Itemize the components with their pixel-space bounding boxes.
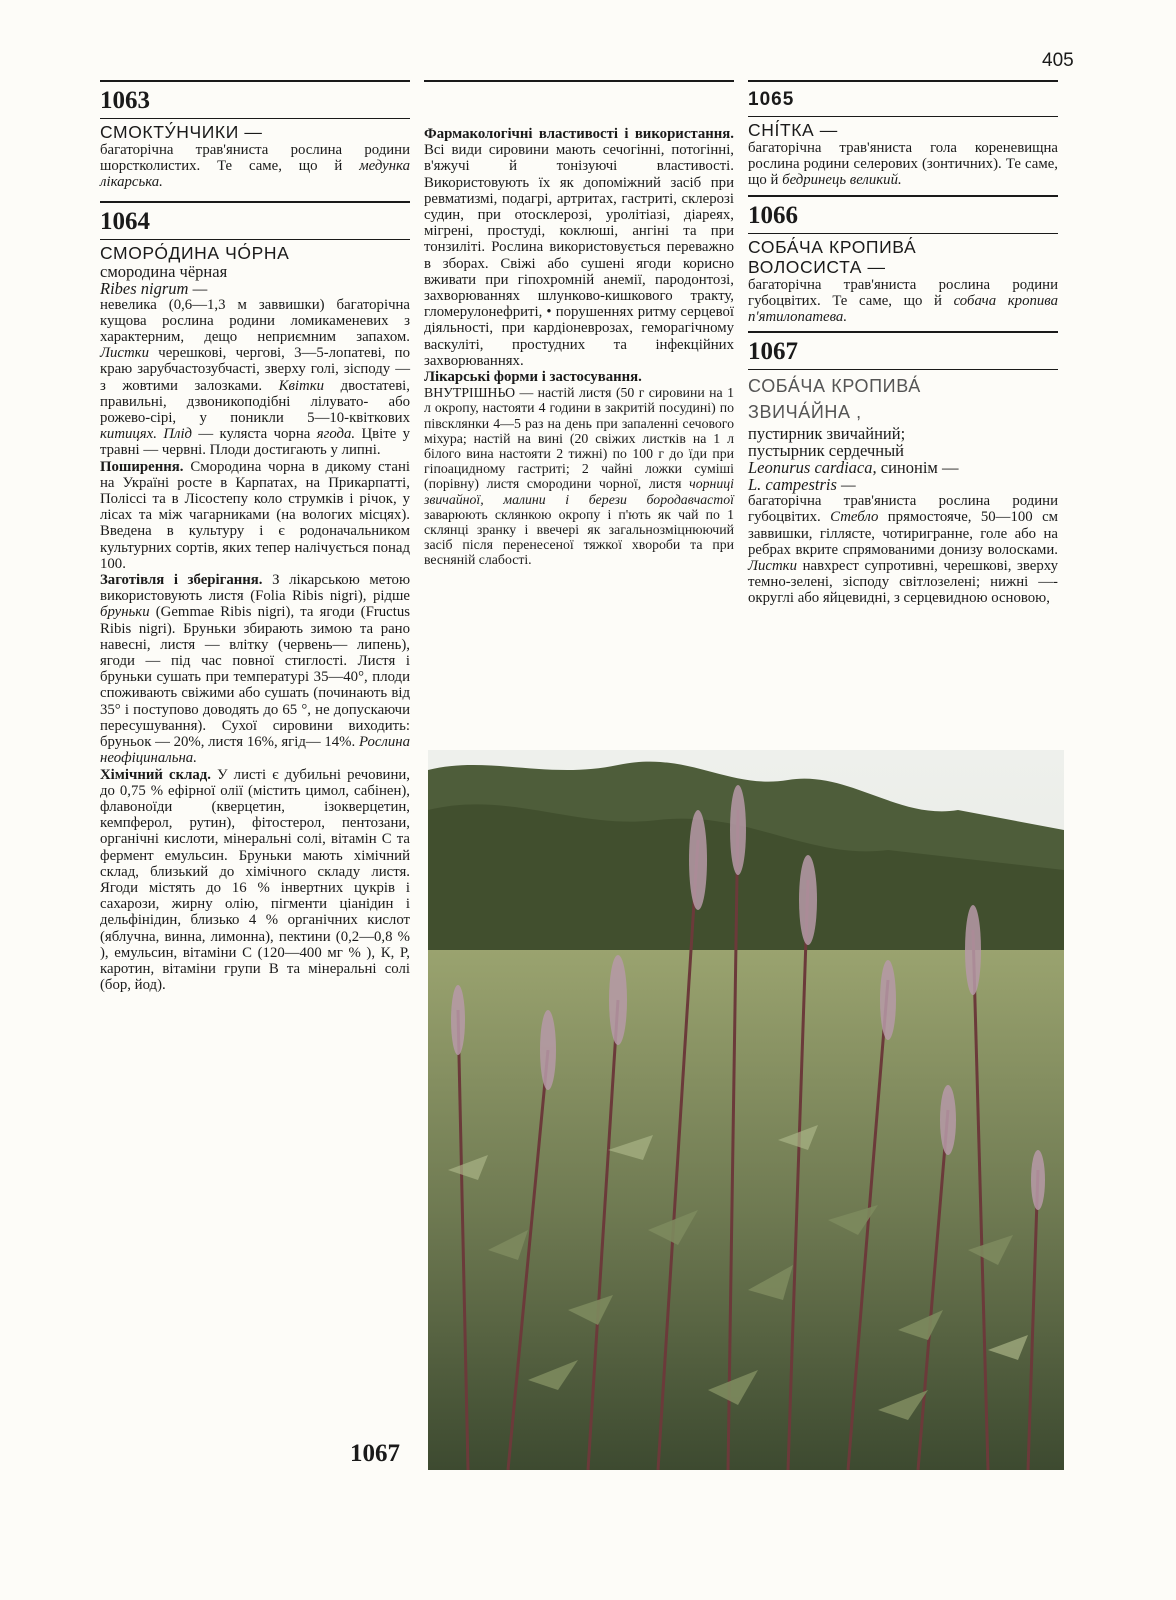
entry-chemistry-1064: Хімічний склад. У листі є дубильні речовини, до 0,75 % ефірної олії (містить цимол, сабінен), флавоноїди (кверцетин, ізокверцетин, кемпферол, рутин), фітостерол, пентозани, органічні кислоти, мінеральні солі, вітамін С та фермент емульсин. Бруньки мають хімічний склад, близький до хімічного складу листя. Ягоди містять до 16 % інвертних цукрів і сахарози, жирну олію, пігменти ціанідин і дельфінідин, близько 4 % органічних кислот (яблучна, винна, лимонна), пектини (0,2—0,8 % ), емульсин, вітаміни С (120—400 мг % ), К, Р, каротин, вітаміни групи В та мінеральні солі (бор, йод). bbox=[100, 766, 411, 994]
entry-forms-1064: Лікарські форми і застосування. bbox=[424, 369, 642, 386]
entry-latin-1067: Leonurus cardiaca, синонім — bbox=[748, 458, 959, 478]
middle-column bbox=[424, 80, 734, 568]
entry-pharmacology-1064: Фармакологічні властивості і використання. Всі види сировини мають сечогінні, потогінні, в'яжучі й тонізуючі властивості. Використовують їх як допоміжний засіб при ревматизмі, подагрі, артритах, гастриті, склерозі судин, при отосклерозі, уролітіазі, діареях, мігрені, простуді, коклюші, ангіні та при тонзиліті. Рослина використовується переважно в зборах. Свіжі або сушені ягоди корисно вживати при гіпохромній анемії, пародонтозі, захворюваннях шлунково-кишкового тракту, гломерулонефриті, • порушеннях ритму серцевої діяльності, при кардіоневрозах, геморагічному васкуліті, простудних та інфекційних захворюваннях. bbox=[424, 126, 734, 369]
entry-forms-text-1064: ВНУТРІШНЬО — настій листя (50 г сировини на 1 л окропу, настояти 4 години в закритій посудині) по півсклянки 4—5 раз на день при запаленні сечового міхура; настій на вині (20 свіжих листків на 1 л білого вина настояти 2 тижні) по 100 г до їди при гіпоацидному гастриті; 2 чайні ложки суміші (порівну) листя смородини чорної, листя чорниці звичайної, малини і берези бородавчастої заварюють склянкою окропу і п'ють як чай по 1 склянці зранку і ввечері як загальнозміцнюючий засіб після перенесеної тяжкої хвороби та при весняній слабості. bbox=[424, 385, 734, 568]
page-number: 405 bbox=[1042, 50, 1074, 71]
entry-spread-1064: Поширення. Смородина чорна в дикому стані на Україні росте в Карпатах, на Прикарпатті, Поліссі та в Лісостепу коло струмків і річок, у лісах та між чагарниками (на вологих місцях). Введена в культуру і є родоначальником культурних сортів, яких тепер налічується понад 100. bbox=[100, 458, 410, 572]
entry-russian-1064: смородина чёрная bbox=[100, 261, 228, 281]
entry-title-1065: СНІ́ТКА — bbox=[748, 120, 838, 140]
entry-title-1064: СМОРО́ДИНА ЧО́РНА bbox=[100, 242, 290, 263]
entry-text-1065: багаторічна трав'яниста гола кореневищна рослина родини селерових (зонтичних). Те саме, що й бедринець великий. bbox=[748, 140, 1058, 189]
entry-description-1064: невелика (0,6—1,3 м заввишки) багаторічна кущова рослина родини ломикаменевих з характерним, дещо неприємним запахом. Листки черешкові, чергові, 3—5-лопатеві, по краю зарубчастозубчасті, зверху голі, зісподу — з жовтими залозками. Квітки двостатеві, правильні, дзвоникоподібні лілувато- або рожево-сірі, у поникли 5—10-квіткових китицях. Плід — куляста чорна ягода. Цвіте у травні — червні. Плоди достигають у липні. bbox=[100, 296, 411, 459]
entry-title-1063: СМОКТУ́НЧИКИ — bbox=[100, 122, 263, 142]
entry-text-1063: багаторічна трав'яниста рослина родини шорстколистих. Те саме, що й медунка лікарська. bbox=[100, 142, 410, 191]
top-rule bbox=[100, 80, 410, 82]
entry-title-1066: СОБА́ЧА КРОПИВА́ bbox=[748, 236, 917, 257]
entry-number-1063: 1063 bbox=[100, 87, 150, 114]
left-column bbox=[100, 80, 410, 993]
entry-text-1066: багаторічна трав'яниста рослина родини губоцвітих. Те саме, що й собача кропива п'ятилопатева. bbox=[748, 276, 1058, 326]
entry-description-1067: багаторічна трав'яниста рослина родини губоцвітих. Стебло прямостояче, 50—100 см заввишки, гіллясте, чотиригранне, голе або на ребрах вкрите спрямованими донизу волосками. Листки навхрест супротивні, черешкові, зверху темно-зелені, зісподу світлозелені; нижні —- округлі або яйцевидні, з серцевидною основою, bbox=[748, 493, 1059, 607]
entry-number-1066: 1066 bbox=[748, 201, 798, 229]
figure-caption: 1067 bbox=[350, 1440, 400, 1467]
entry-title-1067: СОБА́ЧА КРОПИВА́ bbox=[748, 376, 921, 397]
entry-harvest-1064: Заготівля і зберігання. З лікарською метою використовують листя (Folia Ribis nigri), рідше бруньки (Gemmae Ribis nigri), та ягоди (Fructus Ribis nigri). Бруньки збирають зимою та рано навесні, листя — влітку (червень— липень), ягоди — під час повної стиглості. Листя і бруньки сушать при температурі 35—40°, плоди споживають свіжими або сушать (починають від 35° і поступово доводять до 65 °, не допускаючи пересушування). Сухої сировини виходить: бруньок — 20%, листя 16%, ягід— 14%. Рослина неофіцинальна. bbox=[100, 572, 411, 767]
entry-number-1067: 1067 bbox=[748, 338, 798, 366]
right-column: 1065 СНІ́ТКА — багаторічна трав'яниста гола кореневищна рослина родини селерових (зонтичних). Те саме, що й бедринець великий. 1066 СОБА́ЧА КРОПИВА́ ВОЛОСИСТА — багаторічна трав'яниста рослина родини губоцвітих. Те саме, що й собача кропива п'ятилопатева. 1067 СОБА́ЧА КРОПИВА́ ЗВИЧА́ЙНА , пустирник звичайний; пустырник сердечный Leonurus cardiaca, синонім — L. campestris — багаторічна трав'яниста рослина родини губоцвітих. Стебло прямостояче, 50—100 см заввишки, гіллясте, чотиригранне, голе або на ребрах вкрите спрямованими донизу волосками. Листки навхрест супротивні, черешкові, зверху темно-зелені, зісподу світлозелені; нижні —- округлі або яйцевидні, з серцевидною основою, bbox=[748, 80, 1058, 607]
entry-russian-1067: пустирник звичайний; bbox=[748, 424, 906, 444]
entry-number-1065: 1065 bbox=[748, 89, 795, 110]
entry-number-1064: 1064 bbox=[100, 207, 150, 235]
entry-latin-1064: Ribes nigrum — bbox=[100, 278, 208, 298]
leonurus-cardiaca-photo bbox=[428, 750, 1064, 1470]
